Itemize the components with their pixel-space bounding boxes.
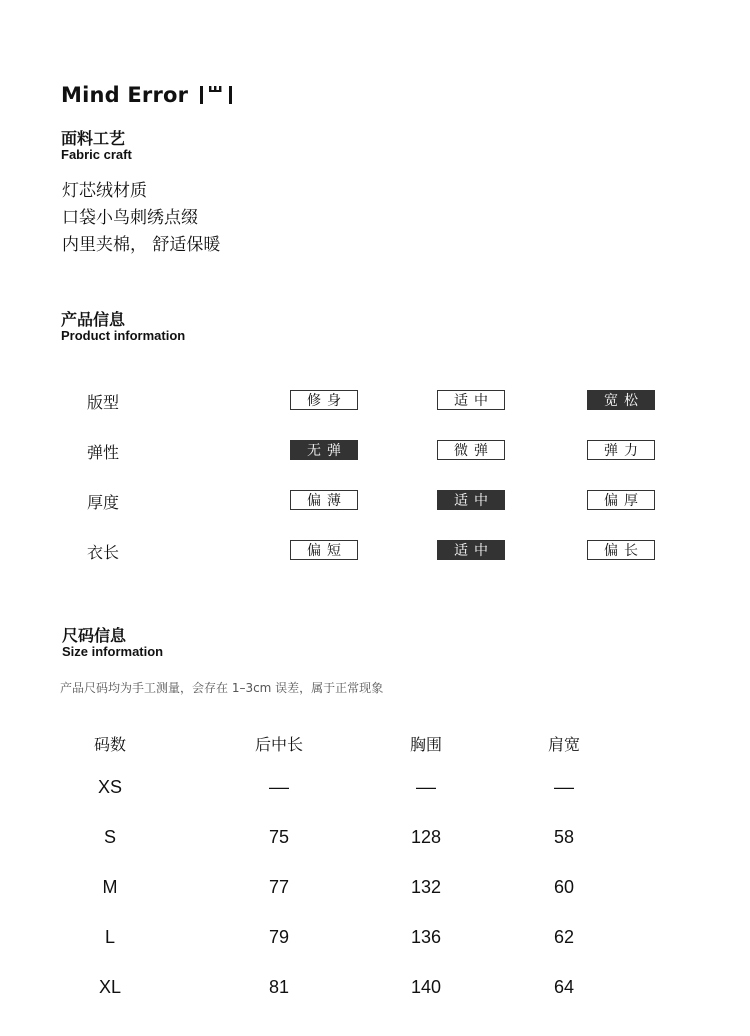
size-cell: –– — [415, 777, 437, 797]
size-header: 肩宽 — [547, 735, 580, 754]
attr-option: 修身 — [290, 390, 358, 410]
size-cell: XS — [97, 777, 122, 797]
size-cell: 75 — [268, 827, 290, 847]
fabric-line: 口袋小鸟刺绣点缀 — [62, 208, 198, 228]
attr-option: 适中 — [437, 390, 505, 410]
size-cell: S — [103, 827, 116, 847]
size-header: 后中长 — [254, 735, 303, 754]
size-cell: 81 — [268, 977, 290, 997]
attr-option: 偏长 — [587, 540, 655, 560]
attr-option: 弹力 — [587, 440, 655, 460]
size-header: 胸围 — [409, 735, 442, 754]
fabric-title-cn: 面料工艺 — [61, 129, 126, 148]
attr-label: 衣长 — [87, 543, 120, 562]
fabric-title-en: Fabric craft — [61, 147, 132, 162]
product-title-cn: 产品信息 — [61, 310, 126, 329]
fabric-line: 灯芯绒材质 — [62, 181, 147, 201]
attr-option-selected: 无弹 — [290, 440, 358, 460]
size-title-en: Size information — [62, 644, 164, 659]
attr-label: 弹性 — [87, 443, 120, 462]
size-cell: 128 — [410, 827, 442, 847]
size-cell: M — [102, 877, 118, 897]
size-cell: –– — [553, 777, 575, 797]
size-cell: 62 — [553, 927, 575, 947]
size-title-cn: 尺码信息 — [62, 626, 127, 645]
size-cell: L — [104, 927, 115, 947]
attr-option: 偏薄 — [290, 490, 358, 510]
size-header: 码数 — [93, 735, 126, 754]
attr-option-selected: 宽松 — [587, 390, 655, 410]
size-cell: 64 — [553, 977, 575, 997]
size-cell: XL — [98, 977, 122, 997]
brand-name: Mind Error — [61, 83, 189, 107]
size-cell: 79 — [268, 927, 290, 947]
fabric-line: 内里夹棉， 舒适保暖 — [62, 235, 221, 255]
size-cell: 140 — [410, 977, 442, 997]
attr-option-selected: 适中 — [437, 540, 505, 560]
attr-option: 偏厚 — [587, 490, 655, 510]
size-cell: –– — [268, 777, 290, 797]
attr-label: 厚度 — [87, 493, 120, 512]
mi-logo-icon — [200, 83, 234, 107]
fabric-lines — [62, 178, 220, 259]
attr-option: 偏短 — [290, 540, 358, 560]
size-note: 产品尺码均为手工测量，会存在 1–3cm 误差，属于正常现象 — [60, 681, 384, 695]
attr-label: 版型 — [87, 393, 120, 412]
brand-header — [61, 80, 234, 110]
size-cell: 58 — [553, 827, 575, 847]
attr-option: 微弹 — [437, 440, 505, 460]
product-title-en: Product information — [61, 328, 186, 343]
size-cell: 136 — [410, 927, 442, 947]
size-cell: 60 — [553, 877, 575, 897]
attr-option-selected: 适中 — [437, 490, 505, 510]
size-cell: 77 — [268, 877, 290, 897]
size-cell: 132 — [410, 877, 442, 897]
